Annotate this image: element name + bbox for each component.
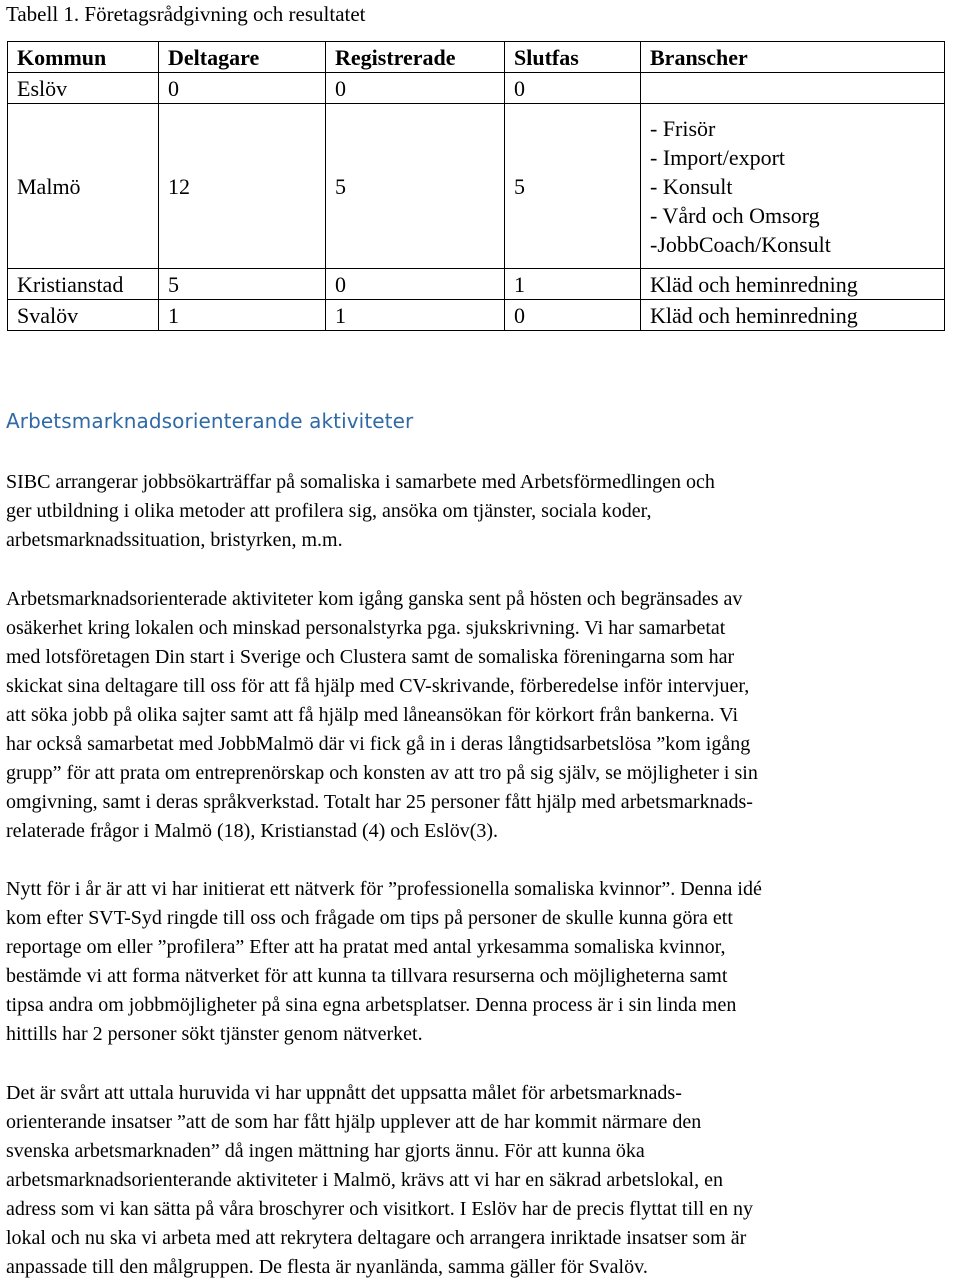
results-table [7, 41, 945, 331]
table-row [8, 300, 945, 331]
paragraph-line: med lotsföretagen Din start i Sverige och Clustera samt de somaliska föreningarna som har [6, 646, 735, 668]
cell-slutfas: 1 [505, 269, 641, 300]
header-deltagare: Deltagare [159, 42, 326, 73]
header-kommun: Kommun [8, 42, 159, 73]
cell-slutfas: 0 [505, 300, 641, 331]
cell-kommun: Eslöv [8, 73, 159, 104]
paragraph-line: Det är svårt att uttala huruvida vi har uppnått det uppsatta målet för arbetsmarknads- [6, 1082, 682, 1104]
section-heading: Arbetsmarknadsorienterande aktiviteter [6, 409, 414, 433]
cell-kommun: Kristianstad [8, 269, 159, 300]
paragraph-line: orienterande insatser ”att de som har fått hjälp upplever att de har kommit närmare den [6, 1111, 702, 1133]
paragraph-line: arbetsmarknadsorienterande aktiviteter i Malmö, krävs att vi har en säkrad arbetslokal, en [6, 1169, 723, 1191]
table-header-row [8, 42, 945, 73]
paragraph [6, 585, 954, 846]
paragraph-line: bestämde vi att forma nätverket för att kunna ta tillvara resurserna och möjligheterna samt [6, 965, 728, 987]
paragraph-line: Arbetsmarknadsorienterade aktiviteter kom igång ganska sent på hösten och begränsades av [6, 588, 743, 610]
branch-item: -JobbCoach/Konsult [650, 231, 831, 257]
paragraph [6, 468, 954, 555]
paragraph-line: reportage om eller ”profilera” Efter att ha pratat med antal yrkesamma somaliska kvinnor, [6, 936, 726, 958]
cell-deltagare: 5 [159, 269, 326, 300]
header-registrerade: Registrerade [326, 42, 505, 73]
paragraph-line: relaterade frågor i Malmö (18), Kristianstad (4) och Eslöv(3). [6, 820, 499, 842]
paragraph-line: omgivning, samt i deras språkverkstad. Totalt har 25 personer fått hjälp med arbetsmarknads- [6, 791, 753, 813]
cell-branscher: Kläd och heminredning [641, 269, 945, 300]
cell-registrerade: 0 [326, 73, 505, 104]
cell-kommun: Malmö [8, 104, 159, 269]
cell-branscher [641, 73, 945, 104]
table-row [8, 73, 945, 104]
cell-kommun: Svalöv [8, 300, 159, 331]
paragraph-line: ger utbildning i olika metoder att profilera sig, ansöka om tjänster, sociala koder, [6, 500, 652, 522]
cell-slutfas: 5 [505, 104, 641, 269]
paragraph-line: tipsa andra om jobbmöjligheter på sina egna arbetsplatser. Denna process är i sin linda men [6, 994, 737, 1016]
paragraph-line: SIBC arrangerar jobbsökarträffar på somaliska i samarbete med Arbetsförmedlingen och [6, 471, 715, 493]
paragraph-line: hittills har 2 personer sökt tjänster genom nätverket. [6, 1023, 423, 1045]
paragraph [6, 1079, 954, 1282]
paragraph-line: svenska arbetsmarknaden” då ingen mättning har gjorts ännu. För att kunna öka [6, 1140, 645, 1162]
header-slutfas: Slutfas [505, 42, 641, 73]
paragraph-line: osäkerhet kring lokalen och minskad personalstyrka pga. sjukskrivning. Vi har samarbetat [6, 617, 726, 639]
branch-item: - Konsult [650, 173, 733, 199]
branch-item: - Frisör [650, 115, 716, 141]
paragraph-line: arbetsmarknadssituation, bristyrken, m.m. [6, 529, 343, 551]
paragraph-line: har också samarbetat med JobbMalmö där vi fick gå in i deras långtidsarbetslösa ”kom igång [6, 733, 751, 755]
paragraph-line: kom efter SVT-Syd ringde till oss och frågade om tips på personer de skulle kunna göra ett [6, 907, 733, 929]
paragraph-line: anpassade till den målgruppen. De flesta är nyanlända, samma gäller för Svalöv. [6, 1256, 648, 1278]
paragraph [6, 875, 954, 1049]
cell-slutfas: 0 [505, 73, 641, 104]
cell-registrerade: 0 [326, 269, 505, 300]
header-branscher: Branscher [641, 42, 945, 73]
paragraph-line: grupp” för att prata om entreprenörskap och konsten av att tro på sig själv, se möjligheter i sin [6, 762, 758, 784]
branch-item: - Vård och Omsorg [650, 202, 820, 228]
cell-registrerade: 1 [326, 300, 505, 331]
branch-list [650, 114, 944, 259]
table-caption: Tabell 1. Företagsrådgivning och resultatet [6, 2, 366, 26]
cell-deltagare: 0 [159, 73, 326, 104]
paragraph-line: att söka jobb på olika sajter samt att få hjälp med låneansökan för körkort från bankerna. Vi [6, 704, 739, 726]
table-row [8, 269, 945, 300]
cell-registrerade: 5 [326, 104, 505, 269]
cell-deltagare: 1 [159, 300, 326, 331]
paragraph-line: Nytt för i år är att vi har initierat ett nätverk för ”professionella somaliska kvinnor”. Denna idé [6, 878, 762, 900]
table-row [8, 104, 945, 269]
branch-item: - Import/export [650, 144, 786, 170]
paragraph-line: adress som vi kan sätta på våra broschyrer och visitkort. I Eslöv har de precis flyttat till en ny [6, 1198, 754, 1220]
cell-branscher: Kläd och heminredning [641, 300, 945, 331]
paragraph-line: skickat sina deltagare till oss för att få hjälp med CV-skrivande, förberedelse inför intervjuer, [6, 675, 750, 697]
paragraph-line: lokal och nu ska vi arbeta med att rekrytera deltagare och arrangera inriktade insatser som är [6, 1227, 747, 1249]
cell-branscher [641, 104, 945, 269]
cell-deltagare: 12 [159, 104, 326, 269]
